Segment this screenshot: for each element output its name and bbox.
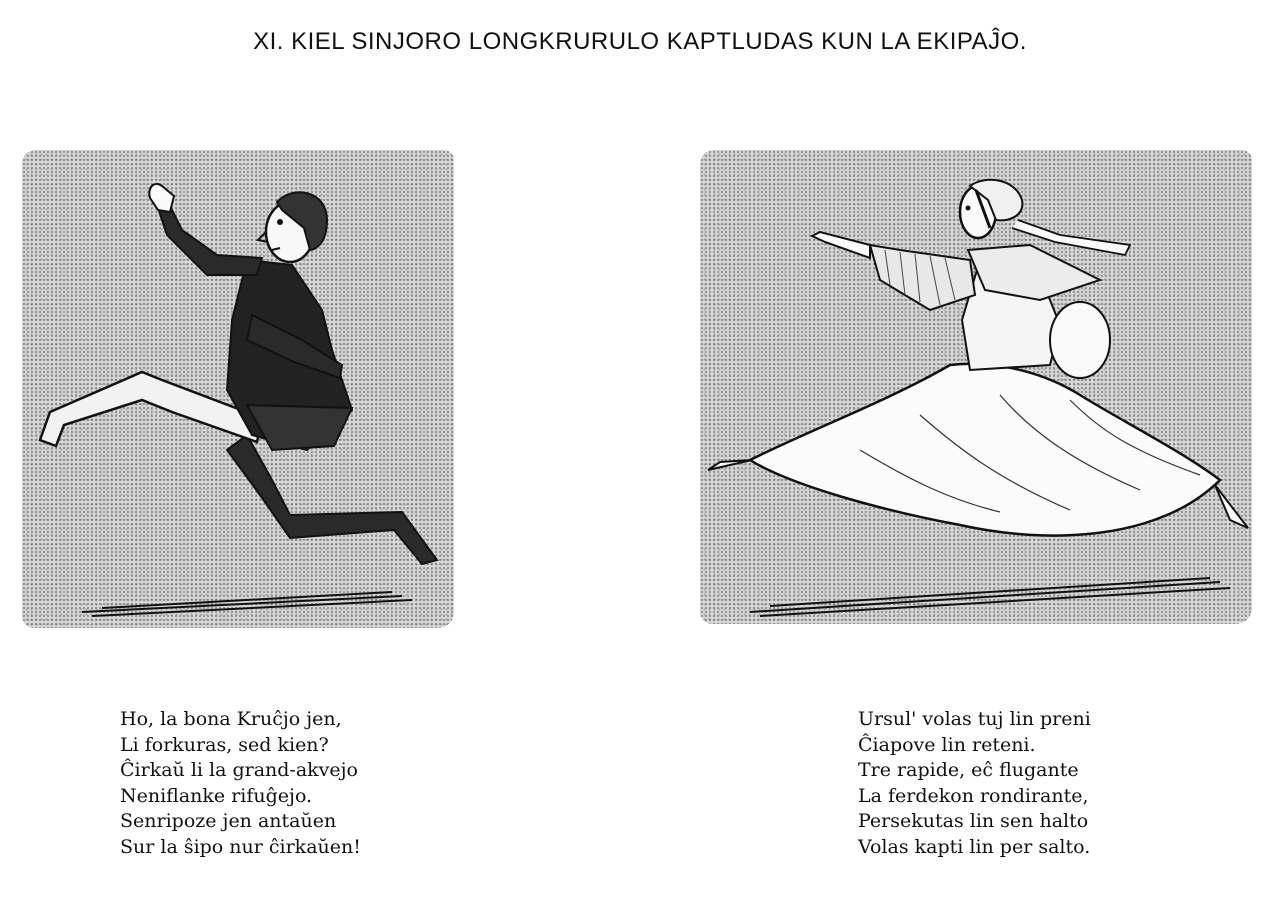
page-title: XI. KIEL SINJORO LONGKRURULO KAPTLUDAS KUN LA EKIPAĴO. [253, 28, 1027, 55]
running-woman-illustration [700, 150, 1252, 624]
verse-left [120, 707, 361, 860]
verse-line: La ferdekon rondirante, [858, 784, 1089, 807]
running-man-illustration [22, 150, 454, 628]
verse-line: Persekutas lin sen halto [858, 810, 1089, 832]
verse-right [858, 707, 1091, 860]
verse-line: Li forkuras, sed kien? [120, 733, 329, 756]
verse-line: Sur la ŝipo nur ĉirkaŭen! [120, 835, 361, 858]
verse-line: Tre rapide, eĉ flugante [858, 759, 1079, 781]
verse-line: Ho, la bona Kruĉjo jen, [120, 708, 342, 730]
verse-line: Ursul' volas tuj lin preni [858, 708, 1091, 730]
verse-line: Volas kapti lin per salto. [858, 835, 1091, 858]
illustration-right-panel [700, 150, 1252, 624]
verse-line: Neniflanke rifuĝejo. [120, 784, 313, 807]
illustration-left-panel [22, 150, 454, 628]
verse-line: Senripoze jen antaŭen [120, 810, 337, 832]
verse-line: Ĉirkaŭ li la grand-akvejo [120, 759, 358, 781]
verse-line: Ĉiapove lin reteni. [858, 733, 1036, 756]
